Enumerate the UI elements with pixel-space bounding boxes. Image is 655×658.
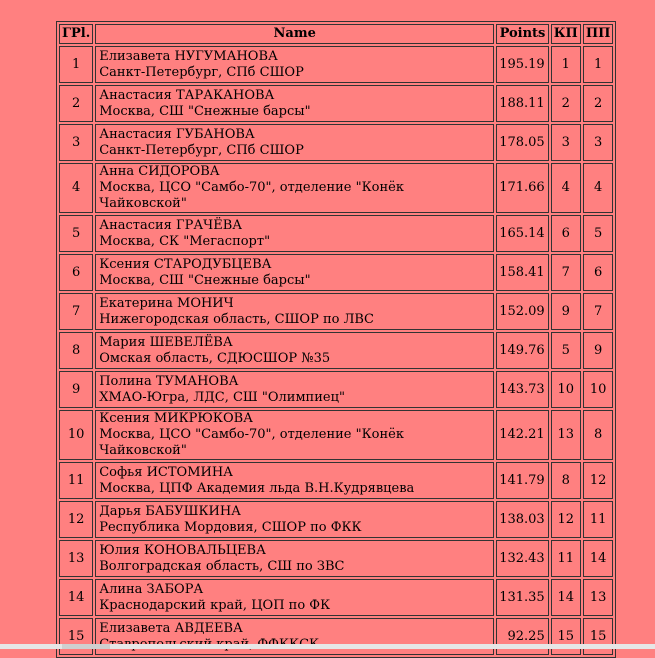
place-cell: 8 xyxy=(59,332,93,369)
points-cell: 132.43 xyxy=(496,540,549,577)
points-cell: 92.25 xyxy=(496,618,549,655)
points-cell: 152.09 xyxy=(496,293,549,330)
kp-cell: 6 xyxy=(551,215,581,252)
athlete-name: Анастасия ГУБАНОВА xyxy=(99,126,255,142)
athlete-club: Москва, СШ "Снежные барсы" xyxy=(99,103,311,119)
place-cell: 15 xyxy=(59,618,93,655)
kp-cell: 7 xyxy=(551,254,581,291)
athlete-name: Алина ЗАБОРА xyxy=(99,581,204,597)
points-cell: 138.03 xyxy=(496,501,549,538)
results-table xyxy=(56,21,616,658)
table-row xyxy=(59,215,613,252)
athlete-cell xyxy=(95,293,494,330)
athlete-club: Волгоградская область, СШ по ЗВС xyxy=(99,558,345,574)
athlete-cell xyxy=(95,618,494,655)
pp-cell: 4 xyxy=(583,163,614,213)
athlete-club: Омская область, СДЮСШОР №35 xyxy=(99,350,331,366)
pp-cell: 13 xyxy=(583,579,614,616)
points-cell: 143.73 xyxy=(496,371,549,408)
table-row xyxy=(59,579,613,616)
athlete-cell xyxy=(95,501,494,538)
pp-cell: 5 xyxy=(583,215,614,252)
athlete-cell xyxy=(95,85,494,122)
pp-cell: 15 xyxy=(583,618,614,655)
athlete-name: Дарья БАБУШКИНА xyxy=(99,503,242,519)
place-cell: 12 xyxy=(59,501,93,538)
athlete-name: Екатерина МОНИЧ xyxy=(99,295,234,311)
kp-cell: 14 xyxy=(551,579,581,616)
points-cell: 171.66 xyxy=(496,163,549,213)
pp-cell: 11 xyxy=(583,501,614,538)
points-cell: 131.35 xyxy=(496,579,549,616)
header-pp: ПП xyxy=(583,24,614,44)
athlete-name: Юлия КОНОВАЛЬЦЕВА xyxy=(99,542,266,558)
pp-cell: 12 xyxy=(583,462,614,499)
athlete-club: Республика Мордовия, СШОР по ФКК xyxy=(99,519,362,535)
athlete-name: Софья ИСТОМИНА xyxy=(99,464,234,480)
athlete-cell xyxy=(95,462,494,499)
header-row xyxy=(59,24,613,44)
table-row xyxy=(59,462,613,499)
table-row xyxy=(59,410,613,460)
place-cell: 13 xyxy=(59,540,93,577)
athlete-club: Москва, ЦПФ Академия льда В.Н.Кудрявцева xyxy=(99,480,415,496)
athlete-cell xyxy=(95,163,494,213)
athlete-cell xyxy=(95,579,494,616)
points-cell: 141.79 xyxy=(496,462,549,499)
athlete-name: Мария ШЕВЕЛЁВА xyxy=(99,334,233,350)
athlete-cell xyxy=(95,332,494,369)
athlete-name: Анастасия ТАРАКАНОВА xyxy=(99,87,275,103)
table-row xyxy=(59,85,613,122)
athlete-cell xyxy=(95,46,494,83)
athlete-cell xyxy=(95,410,494,460)
points-cell: 165.14 xyxy=(496,215,549,252)
pp-cell: 6 xyxy=(583,254,614,291)
table-row xyxy=(59,540,613,577)
table-row xyxy=(59,46,613,83)
athlete-club: Краснодарский край, ЦОП по ФК xyxy=(99,597,331,613)
points-cell: 142.21 xyxy=(496,410,549,460)
kp-cell: 2 xyxy=(551,85,581,122)
header-name: Name xyxy=(95,24,494,44)
kp-cell: 13 xyxy=(551,410,581,460)
pp-cell: 3 xyxy=(583,124,614,161)
place-cell: 2 xyxy=(59,85,93,122)
athlete-club: Москва, ЦСО "Самбо-70", отделение "Конёк Чайковской" xyxy=(99,427,404,458)
athlete-cell xyxy=(95,215,494,252)
pp-cell: 2 xyxy=(583,85,614,122)
place-cell: 9 xyxy=(59,371,93,408)
table-row xyxy=(59,332,613,369)
place-cell: 10 xyxy=(59,410,93,460)
header-kp: КП xyxy=(551,24,581,44)
athlete-name: Ксения МИКРЮКОВА xyxy=(99,411,254,426)
athlete-name: Анастасия ГРАЧЁВА xyxy=(99,217,243,233)
athlete-club: Москва, СШ "Снежные барсы" xyxy=(99,272,311,288)
place-cell: 11 xyxy=(59,462,93,499)
table-row xyxy=(59,371,613,408)
athlete-club: Санкт-Петербург, СПб СШОР xyxy=(99,64,304,80)
athlete-club: Нижегородская область, СШОР по ЛВС xyxy=(99,311,374,327)
table-row xyxy=(59,254,613,291)
athlete-name: Полина ТУМАНОВА xyxy=(99,373,239,389)
place-cell: 5 xyxy=(59,215,93,252)
pp-cell: 8 xyxy=(583,410,614,460)
points-cell: 195.19 xyxy=(496,46,549,83)
place-cell: 14 xyxy=(59,579,93,616)
points-cell: 158.41 xyxy=(496,254,549,291)
header-place: ГРl. xyxy=(59,24,93,44)
pp-cell: 1 xyxy=(583,46,614,83)
table-row xyxy=(59,501,613,538)
athlete-name: Елизавета НУГУМАНОВА xyxy=(99,48,278,64)
place-cell: 4 xyxy=(59,163,93,213)
kp-cell: 11 xyxy=(551,540,581,577)
place-cell: 7 xyxy=(59,293,93,330)
athlete-club: ХМАО-Югра, ЛДС, СШ "Олимпиец" xyxy=(99,389,345,405)
scrollbar-thumb[interactable] xyxy=(62,644,110,649)
kp-cell: 12 xyxy=(551,501,581,538)
athlete-name: Анна СИДОРОВА xyxy=(99,164,220,179)
pp-cell: 14 xyxy=(583,540,614,577)
horizontal-scrollbar[interactable] xyxy=(0,644,655,649)
athlete-cell xyxy=(95,254,494,291)
points-cell: 178.05 xyxy=(496,124,549,161)
header-points: Points xyxy=(496,24,549,44)
pp-cell: 7 xyxy=(583,293,614,330)
place-cell: 6 xyxy=(59,254,93,291)
athlete-cell xyxy=(95,540,494,577)
kp-cell: 5 xyxy=(551,332,581,369)
kp-cell: 10 xyxy=(551,371,581,408)
table-row xyxy=(59,293,613,330)
athlete-name: Елизавета АВДЕЕВА xyxy=(99,620,243,636)
place-cell: 3 xyxy=(59,124,93,161)
points-cell: 188.11 xyxy=(496,85,549,122)
table-row xyxy=(59,618,613,655)
kp-cell: 9 xyxy=(551,293,581,330)
athlete-club: Москва, СК "Мегаспорт" xyxy=(99,233,271,249)
pp-cell: 10 xyxy=(583,371,614,408)
pp-cell: 9 xyxy=(583,332,614,369)
place-cell: 1 xyxy=(59,46,93,83)
table-row xyxy=(59,163,613,213)
athlete-cell xyxy=(95,124,494,161)
kp-cell: 3 xyxy=(551,124,581,161)
athlete-club: Москва, ЦСО "Самбо-70", отделение "Конёк Чайковской" xyxy=(99,180,404,211)
kp-cell: 4 xyxy=(551,163,581,213)
kp-cell: 1 xyxy=(551,46,581,83)
kp-cell: 15 xyxy=(551,618,581,655)
athlete-cell xyxy=(95,371,494,408)
table-row xyxy=(59,124,613,161)
athlete-club: Санкт-Петербург, СПб СШОР xyxy=(99,142,304,158)
points-cell: 149.76 xyxy=(496,332,549,369)
athlete-name: Ксения СТАРОДУБЦЕВА xyxy=(99,256,272,272)
kp-cell: 8 xyxy=(551,462,581,499)
